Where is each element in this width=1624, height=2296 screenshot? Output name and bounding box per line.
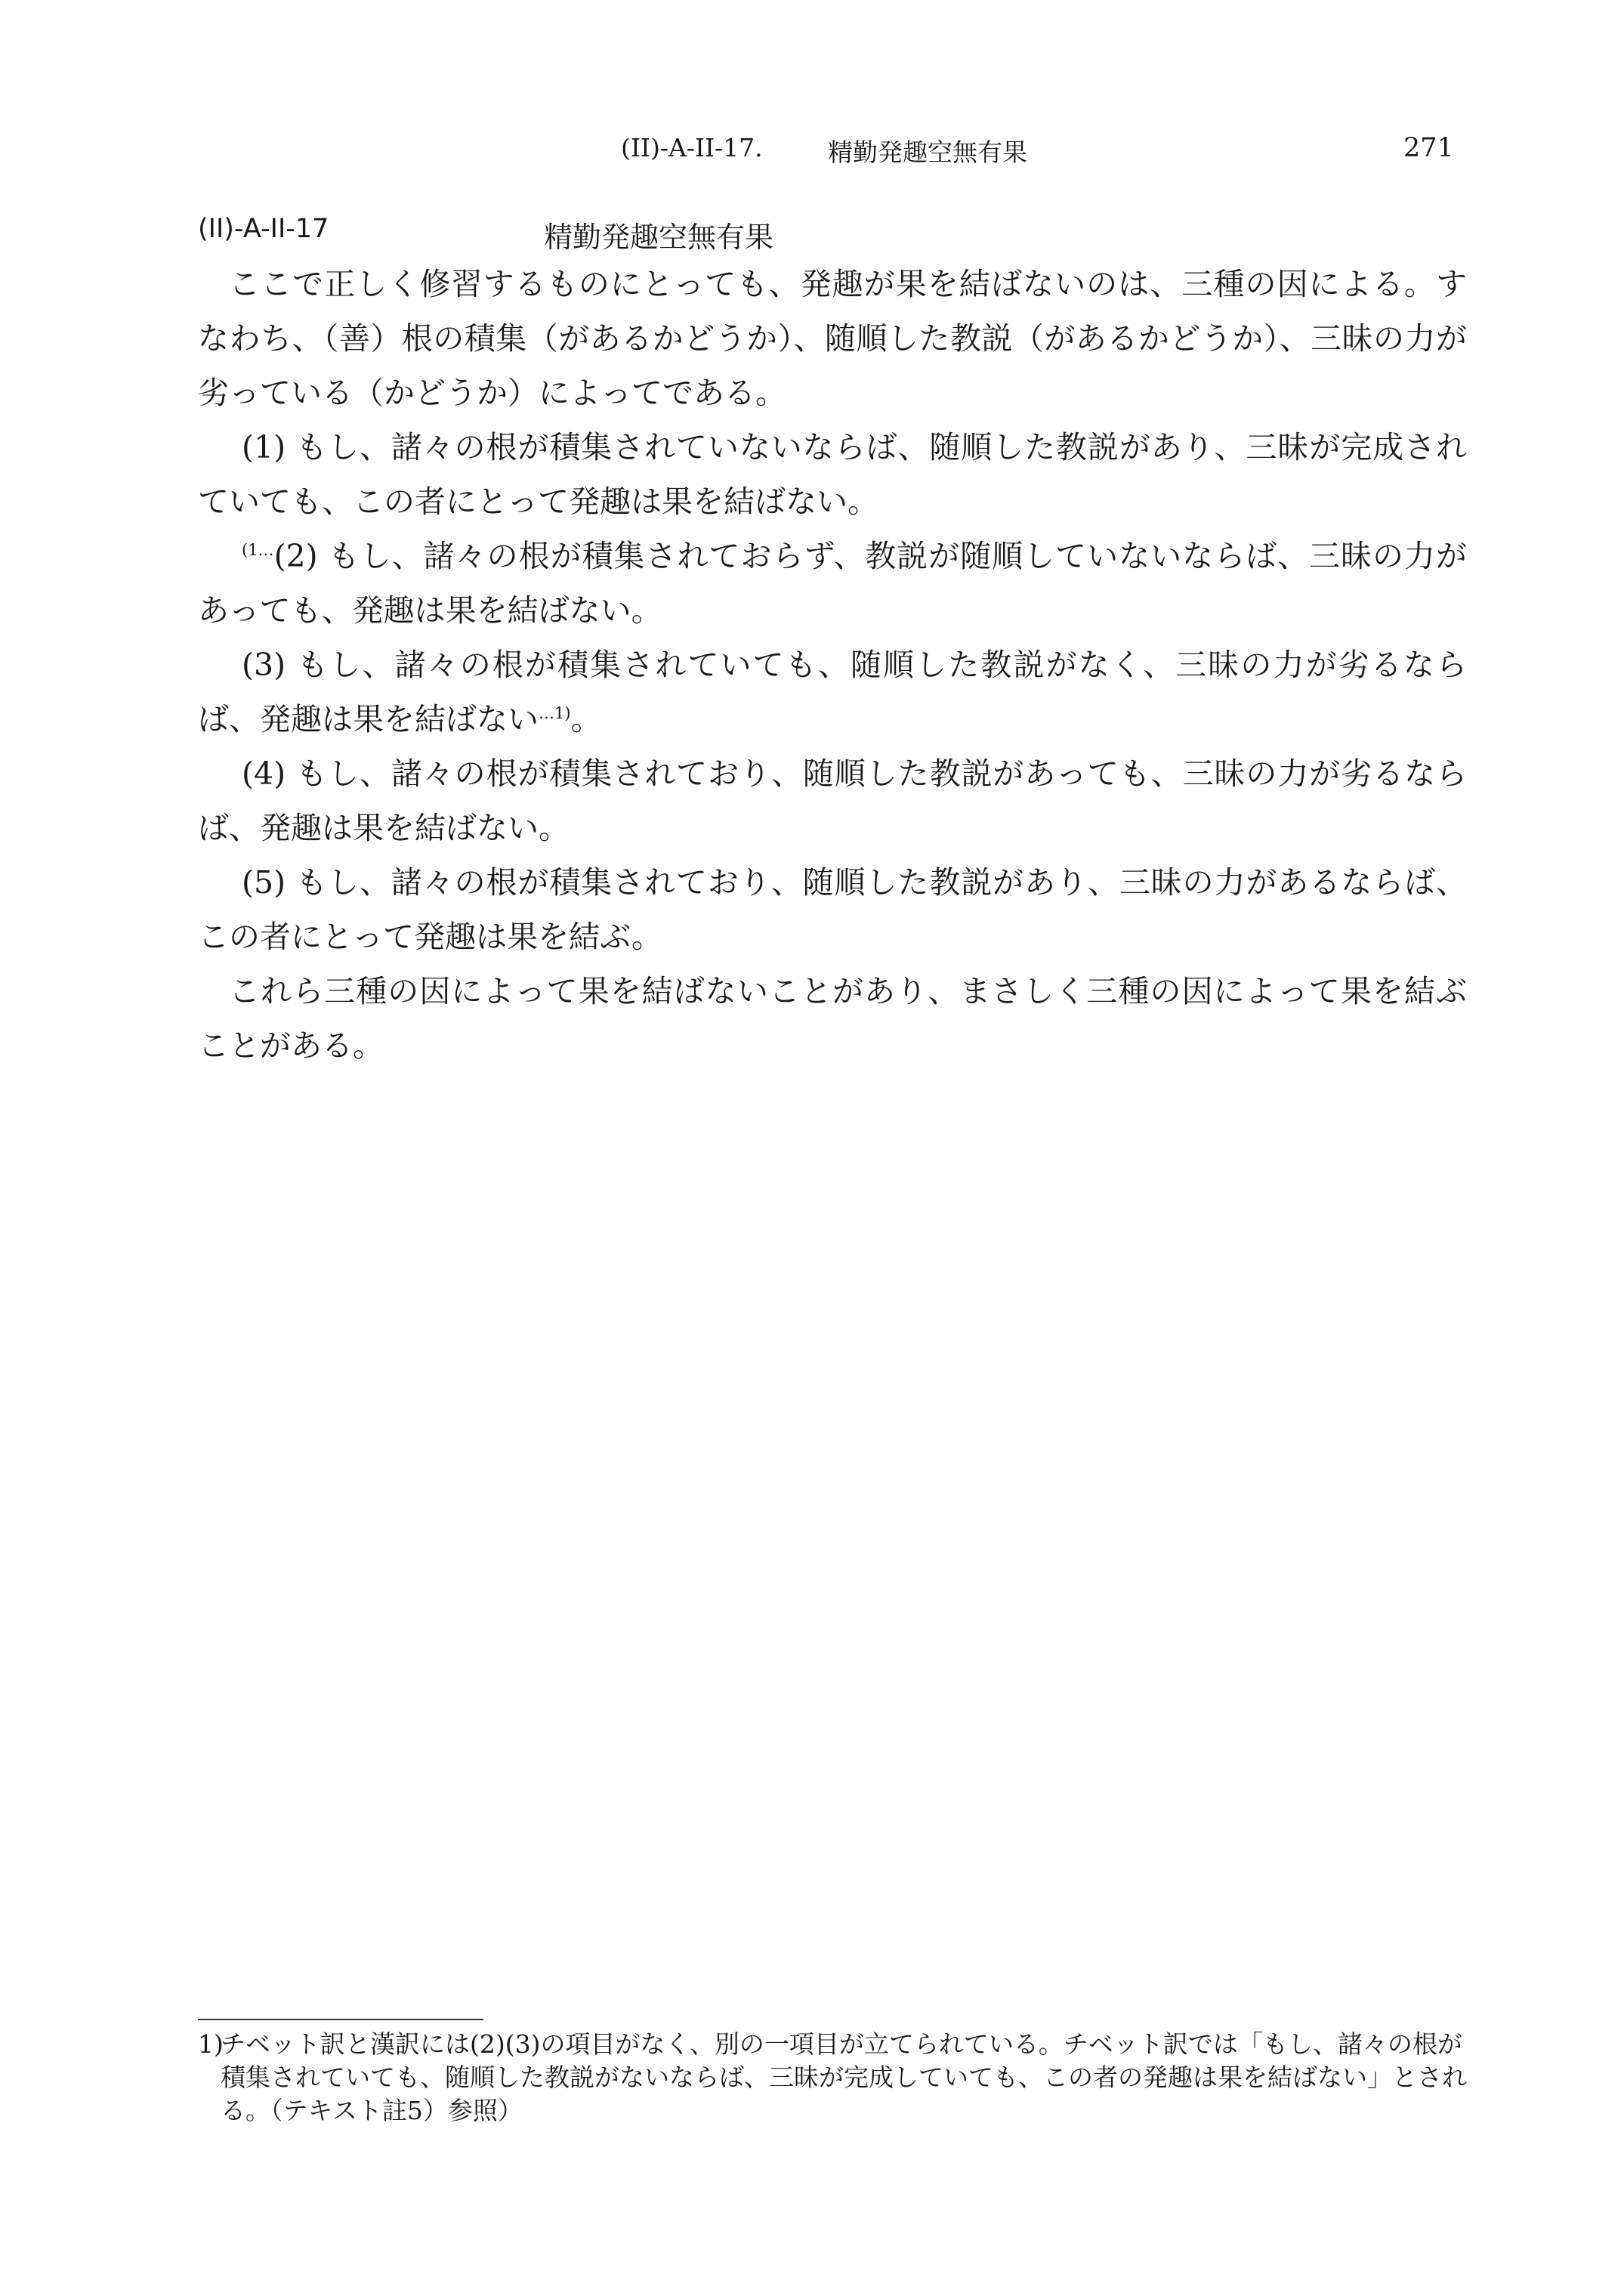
running-head-section: (II)-A-II-17.: [621, 133, 763, 162]
paragraph-case-3-tail: 。: [570, 701, 602, 737]
footnote-divider: [198, 2019, 483, 2020]
section-heading: [198, 214, 1482, 256]
footnote-range-open-mark: (1…: [242, 541, 274, 559]
paragraph-case-3: [198, 638, 1467, 746]
section-number: (II)-A-II-17: [198, 214, 329, 244]
page-number: 271: [1403, 133, 1454, 163]
running-head-title: 精勤発趣空無有果: [828, 138, 1027, 167]
footnote-range-close-mark[interactable]: …1): [539, 704, 571, 722]
section-title: 精勤発趣空無有果: [544, 221, 774, 254]
footnote-text: チベット訳と漢訳には(2)(3)の項目がなく、別の一項目が立てられている。チベット訳では「もし、諸々の根が積集されていても、随順した教説がないならば、三昧が完成していても、この者の発趣は果を結ばない」とされる。（テキスト註5）参照）: [221, 2029, 1467, 2125]
body-text: [198, 257, 1467, 1073]
paragraph-case-4: (4) もし、諸々の根が積集されており、随順した教説があっても、三昧の力が劣るならば、発趣は果を結ばない。: [198, 756, 1467, 846]
footnote: [198, 2028, 1467, 2128]
paragraph-case-2: [198, 529, 1467, 638]
paragraph-case-2-text: (2) もし、諸々の根が積集されておらず、教説が随順していないならば、三昧の力があっても、発趣は果を結ばない。: [198, 538, 1467, 629]
paragraph-case-1: (1) もし、諸々の根が積集されていないならば、随順した教説があり、三昧が完成されていても、この者にとって発趣は果を結ばない。: [198, 429, 1467, 520]
footnote-number: 1): [198, 2029, 224, 2059]
running-head: [0, 133, 1624, 171]
paragraph-case-3-text: (3) もし、諸々の根が積集されていても、随順した教説がなく、三昧の力が劣るならば、発趣は果を結ばない: [198, 647, 1467, 737]
paragraph-intro: ここで正しく修習するものにとっても、発趣が果を結ばないのは、三種の因による。すなわち、（善）根の積集（があるかどうか）、随順した教説（があるかどうか）、三昧の力が劣っている（かどうか）によってである。: [198, 266, 1467, 411]
paragraph-conclusion: これら三種の因によって果を結ばないことがあり、まさしく三種の因によって果を結ぶことがある。: [198, 973, 1467, 1064]
paragraph-case-5: (5) もし、諸々の根が積集されており、随順した教説があり、三昧の力があるならば、この者にとって発趣は果を結ぶ。: [198, 864, 1467, 955]
